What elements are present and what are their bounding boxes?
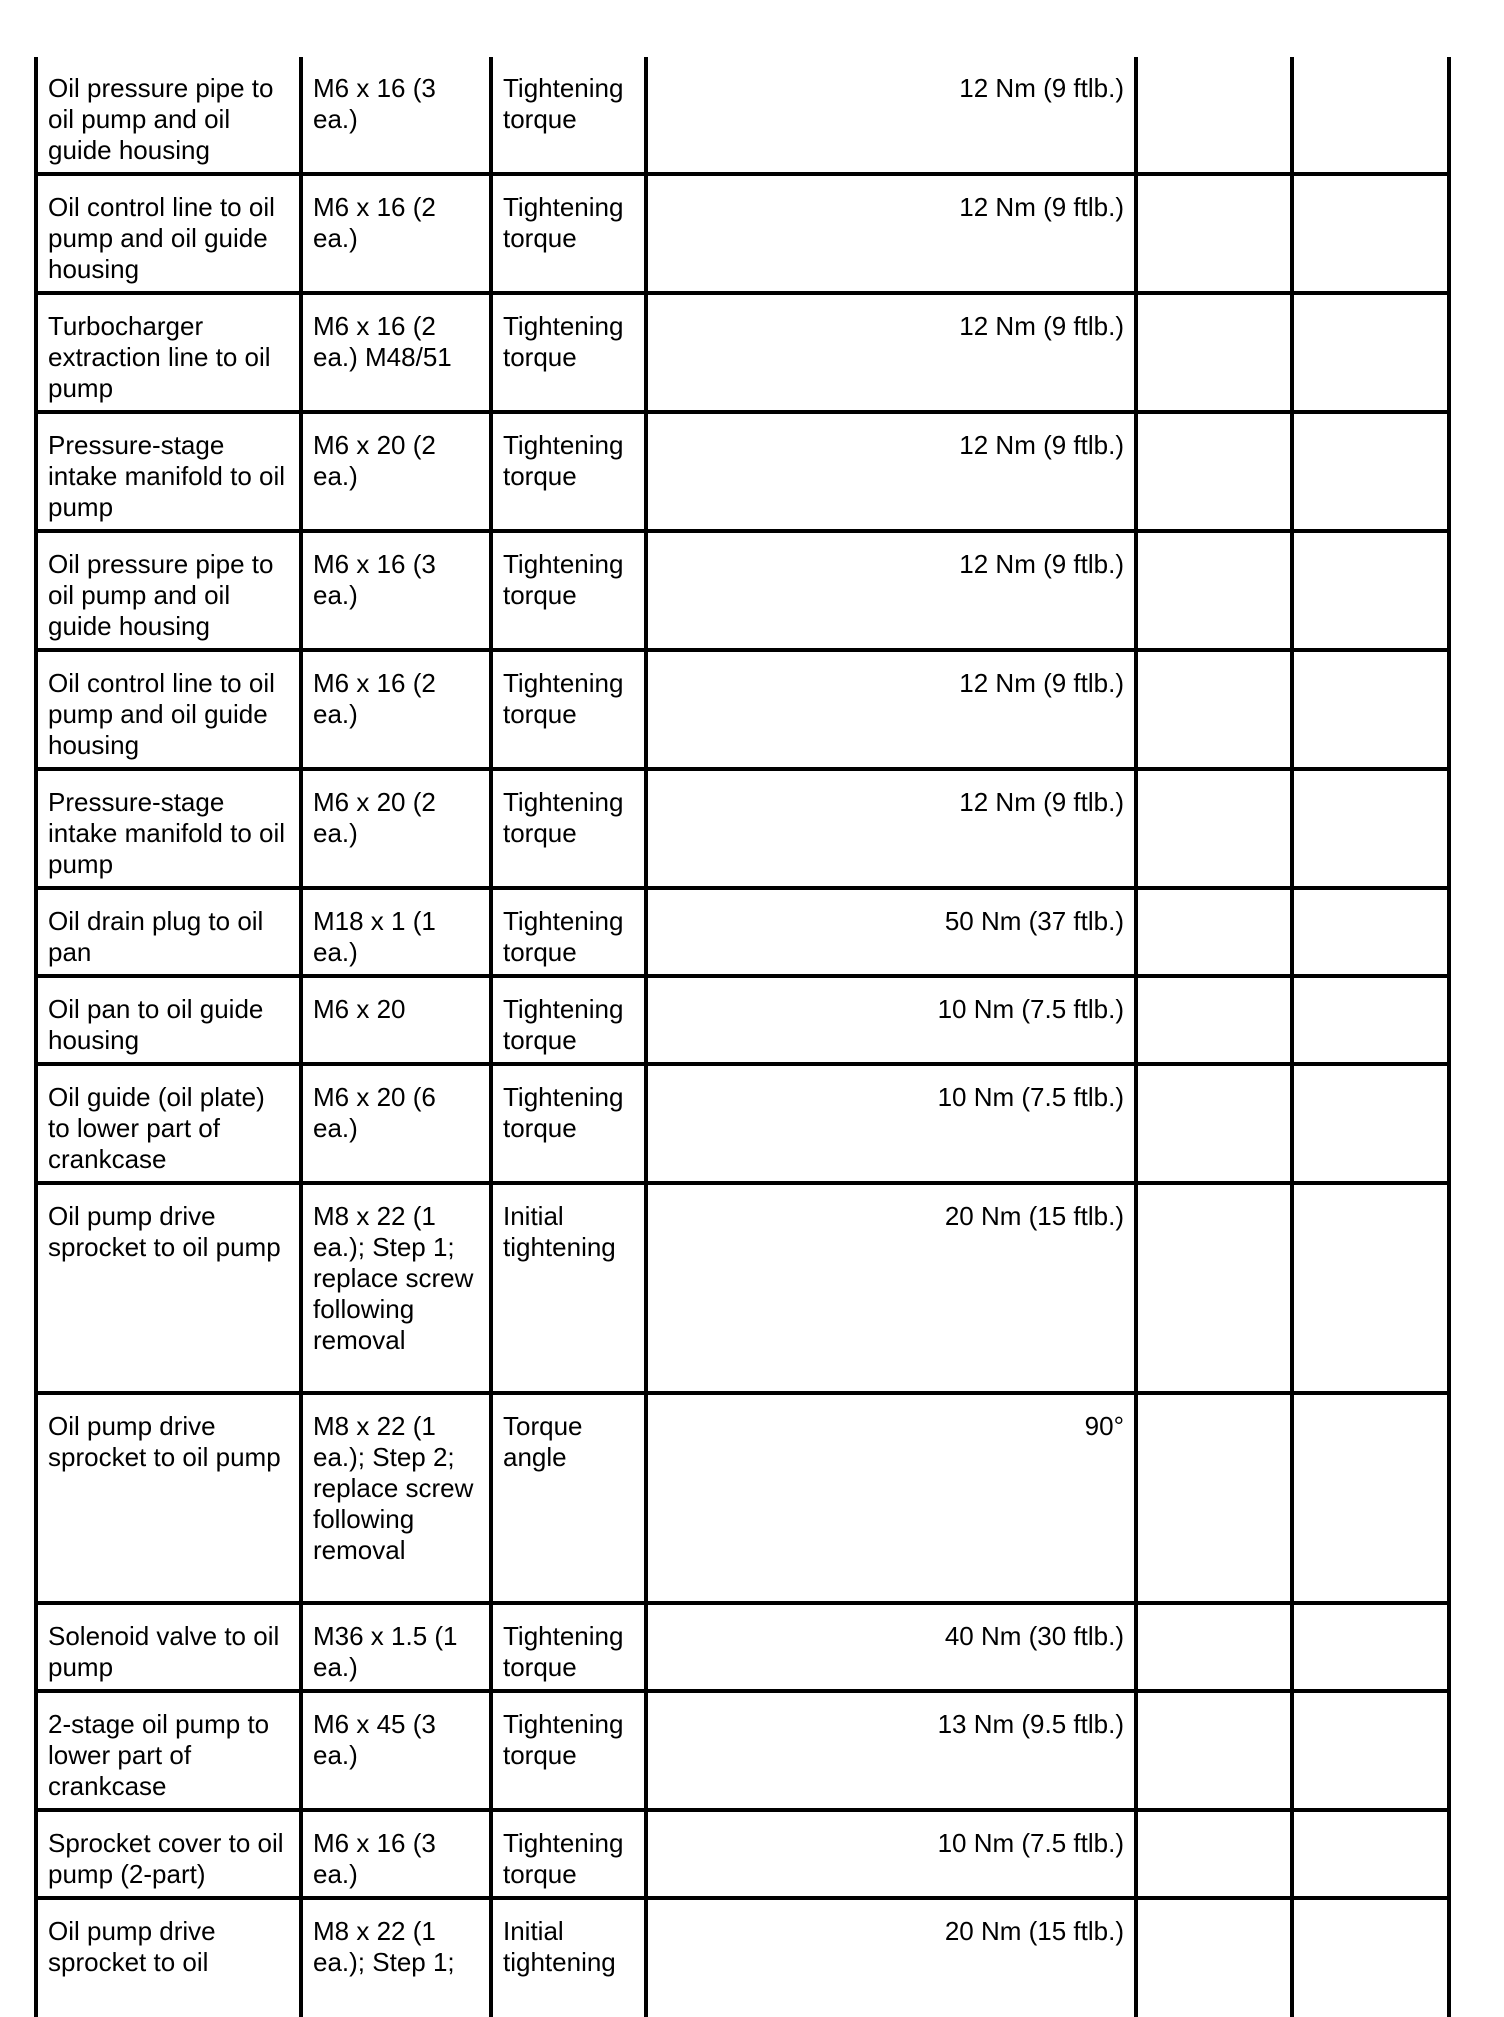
torque-value-cell: 20 Nm (15 ftlb.) [646,1898,1136,2017]
table-row [36,1183,1449,1393]
table-row [36,650,1449,769]
fastener-cell: M36 x 1.5 (1 ea.) [301,1603,491,1691]
empty-cell [1136,1064,1292,1183]
fastener-cell: M6 x 45 (3 ea.) [301,1691,491,1810]
fastener-cell: M18 x 1 (1 ea.) [301,888,491,976]
fastener-cell: M6 x 16 (3 ea.) [301,531,491,650]
empty-cell [1136,650,1292,769]
torque-type-cell: Tightening torque [491,650,646,769]
empty-cell [1292,1183,1449,1393]
torque-type-cell: Tightening torque [491,1810,646,1898]
table-row [36,1603,1449,1691]
component-cell: Oil control line to oil pump and oil guide housing [36,650,301,769]
torque-type-cell: Tightening torque [491,769,646,888]
empty-cell [1136,57,1292,174]
empty-cell [1136,1603,1292,1691]
torque-value-cell: 13 Nm (9.5 ftlb.) [646,1691,1136,1810]
torque-type-cell: Tightening torque [491,976,646,1064]
torque-type-cell: Tightening torque [491,531,646,650]
torque-type-cell: Torque angle [491,1393,646,1603]
empty-cell [1136,976,1292,1064]
component-cell: Solenoid valve to oil pump [36,1603,301,1691]
component-cell: Pressure-stage intake manifold to oil pump [36,412,301,531]
torque-type-cell: Initial tightening [491,1898,646,2017]
component-cell: Oil control line to oil pump and oil guide housing [36,174,301,293]
component-cell: Oil pump drive sprocket to oil pump [36,1393,301,1603]
component-cell: Oil guide (oil plate) to lower part of crankcase [36,1064,301,1183]
component-cell: Pressure-stage intake manifold to oil pump [36,769,301,888]
component-cell: Oil pressure pipe to oil pump and oil guide housing [36,531,301,650]
table-row [36,1898,1449,2017]
empty-cell [1136,412,1292,531]
torque-value-cell: 12 Nm (9 ftlb.) [646,293,1136,412]
table-row [36,1393,1449,1603]
empty-cell [1136,293,1292,412]
table-row [36,1810,1449,1898]
table-row [36,531,1449,650]
component-cell: Turbocharger extraction line to oil pump [36,293,301,412]
empty-cell [1292,1691,1449,1810]
torque-value-cell: 12 Nm (9 ftlb.) [646,57,1136,174]
empty-cell [1292,1064,1449,1183]
empty-cell [1292,976,1449,1064]
torque-value-cell: 20 Nm (15 ftlb.) [646,1183,1136,1393]
empty-cell [1136,1810,1292,1898]
torque-type-cell: Initial tightening [491,1183,646,1393]
fastener-cell: M6 x 20 (2 ea.) [301,769,491,888]
empty-cell [1292,293,1449,412]
empty-cell [1136,888,1292,976]
fastener-cell: M8 x 22 (1 ea.); Step 1; [301,1898,491,2017]
torque-type-cell: Tightening torque [491,293,646,412]
empty-cell [1136,1898,1292,2017]
torque-value-cell: 12 Nm (9 ftlb.) [646,174,1136,293]
fastener-cell: M6 x 20 (6 ea.) [301,1064,491,1183]
component-cell: 2-stage oil pump to lower part of crankcase [36,1691,301,1810]
torque-type-cell: Tightening torque [491,174,646,293]
torque-value-cell: 40 Nm (30 ftlb.) [646,1603,1136,1691]
torque-value-cell: 50 Nm (37 ftlb.) [646,888,1136,976]
table-row [36,57,1449,174]
table-row [36,888,1449,976]
table-body [36,57,1449,2017]
empty-cell [1292,1810,1449,1898]
torque-value-cell: 12 Nm (9 ftlb.) [646,769,1136,888]
component-cell: Oil pump drive sprocket to oil pump [36,1183,301,1393]
torque-type-cell: Tightening torque [491,57,646,174]
table-row [36,412,1449,531]
torque-value-cell: 12 Nm (9 ftlb.) [646,650,1136,769]
table-row [36,1691,1449,1810]
empty-cell [1292,1603,1449,1691]
table-row [36,769,1449,888]
empty-cell [1292,1898,1449,2017]
empty-cell [1292,650,1449,769]
empty-cell [1136,1393,1292,1603]
torque-type-cell: Tightening torque [491,1691,646,1810]
fastener-cell: M6 x 16 (2 ea.) [301,650,491,769]
table-row [36,976,1449,1064]
empty-cell [1136,174,1292,293]
component-cell: Oil pump drive sprocket to oil [36,1898,301,2017]
torque-value-cell: 12 Nm (9 ftlb.) [646,412,1136,531]
empty-cell [1292,531,1449,650]
table-row [36,1064,1449,1183]
fastener-cell: M6 x 20 [301,976,491,1064]
torque-type-cell: Tightening torque [491,888,646,976]
torque-value-cell: 12 Nm (9 ftlb.) [646,531,1136,650]
fastener-cell: M8 x 22 (1 ea.); Step 2; replace screw following removal [301,1393,491,1603]
torque-type-cell: Tightening torque [491,1064,646,1183]
fastener-cell: M6 x 16 (3 ea.) [301,1810,491,1898]
fastener-cell: M6 x 16 (2 ea.) [301,174,491,293]
torque-value-cell: 10 Nm (7.5 ftlb.) [646,1064,1136,1183]
component-cell: Oil drain plug to oil pan [36,888,301,976]
torque-value-cell: 10 Nm (7.5 ftlb.) [646,1810,1136,1898]
fastener-cell: M6 x 16 (3 ea.) [301,57,491,174]
empty-cell [1136,769,1292,888]
component-cell: Sprocket cover to oil pump (2-part) [36,1810,301,1898]
component-cell: Oil pan to oil guide housing [36,976,301,1064]
empty-cell [1292,57,1449,174]
component-cell: Oil pressure pipe to oil pump and oil guide housing [36,57,301,174]
fastener-cell: M6 x 20 (2 ea.) [301,412,491,531]
table-row [36,174,1449,293]
empty-cell [1292,769,1449,888]
empty-cell [1292,174,1449,293]
torque-specification-table [34,57,1451,2017]
empty-cell [1292,412,1449,531]
table-row [36,293,1449,412]
torque-type-cell: Tightening torque [491,1603,646,1691]
torque-value-cell: 10 Nm (7.5 ftlb.) [646,976,1136,1064]
empty-cell [1136,531,1292,650]
fastener-cell: M6 x 16 (2 ea.) M48/51 [301,293,491,412]
torque-type-cell: Tightening torque [491,412,646,531]
torque-value-cell: 90° [646,1393,1136,1603]
fastener-cell: M8 x 22 (1 ea.); Step 1; replace screw following removal [301,1183,491,1393]
empty-cell [1292,888,1449,976]
empty-cell [1136,1183,1292,1393]
empty-cell [1292,1393,1449,1603]
empty-cell [1136,1691,1292,1810]
